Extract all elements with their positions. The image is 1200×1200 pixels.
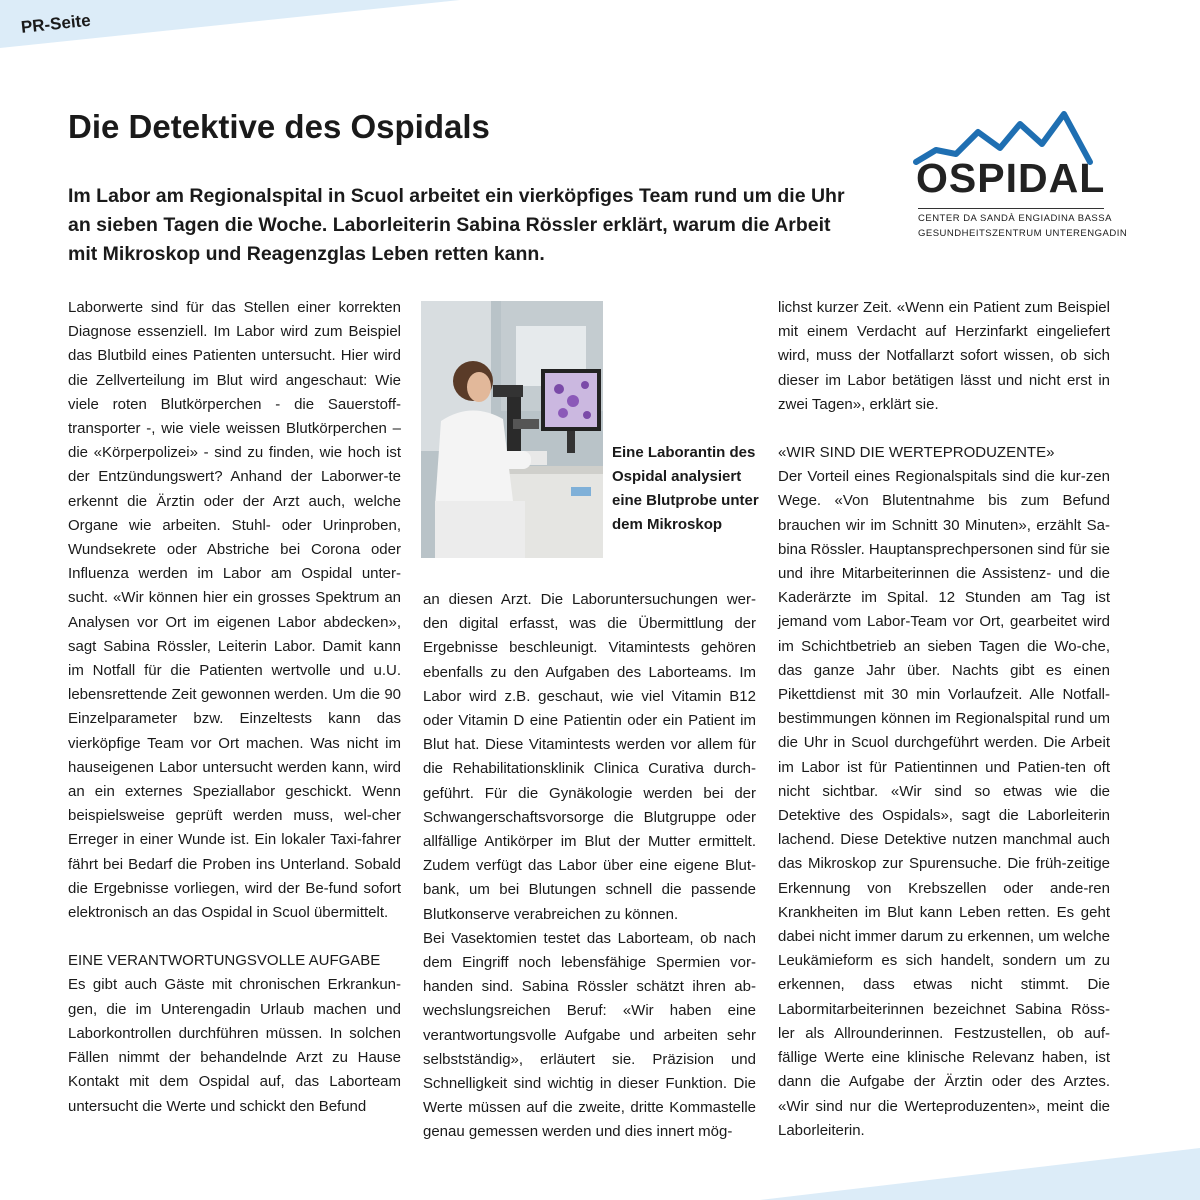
lab-technician-microscope-icon (421, 301, 603, 558)
logo-wordmark: OSPIDAL (916, 155, 1106, 201)
article-lead: Im Labor am Regionalspital in Scuol arbeitet ein vierköpfiges Team rund um die Uhr an sieben Tagen die Woche. Laborleiterin Sabina Rössler erklärt, warum die Arbeit mit Mikroskop und Reagenzglas Leben retten kann. (68, 185, 845, 265)
column-3-paragraph-1: lichst kurzer Zeit. «Wenn ein Patient zum Beispiel mit einem Verdacht auf Herzinfarkt eingeliefert wird, muss der Notfallarzt sofort wissen, ob sich dieser im Labor betätigen lässt und nicht erst in zwei Tagen», erklärt sie. (778, 299, 1110, 413)
article-headline: Die Detektive des Ospidals (68, 108, 490, 145)
column-2-paragraph-1: an diesen Arzt. Die Laboruntersuchungen wer-den digital erfasst, was die Übermittlung der Ergebnisse beschleunigt. Vitamintests gehören ebenfalls zu den Aufgaben des Laborteams. Im Labor wird z.B. geschaut, wie viel Vitamin B12 oder Vitamin D eine Patientin oder ein Patient im Blut hat. Diese Vitamintests werden vor allem für die Rehabilitationsklinik Clinica Curativa durch-geführt. Für die Gynäkologie werden bei der Schwangerschaftsvorsorge die Blutgruppe oder allfällige Antikörper im Blut der Mutter ermittelt. Zudem verfügt das Labor über eine eigene Blut-bank, um bei Blutungen schnell die passende Blutkonserve verabreichen zu können. (423, 591, 756, 923)
ospidal-logo (908, 110, 1128, 245)
lab-photo (421, 301, 603, 558)
article-column-1 (68, 296, 401, 1119)
column-2-paragraph-2: Bei Vasektomien testet das Laborteam, ob nach dem Eingriff noch lebensfähige Spermien vor-handen sind. Sabina Rössler schätzt ihren ab-wechslungsreichen Beruf: «Wir haben eine verantwortungsvolle Aufgabe und arbeiten sehr selbstständig», erläutert sie. Präzision und Schnelligkeit sind wichtig in dieser Funktion. Die Werte müssen auf die zweite, dritte Kommastelle genau gemessen werden und dies innert mög- (423, 929, 756, 1141)
column-1-paragraph-1: Laborwerte sind für das Stellen einer korrekten Diagnose essenziell. Im Labor wird zum Beispiel das Blutbild eines Patienten untersucht. Hier wird die Zellverteilung im Blut wird angeschaut: Wie viele roten Blutkörperchen - die Sauerstoff-transporter -, wie viele weissen Blutkörperchen – die «Körperpolizei» - sind zu finden, wie hoch ist der Entzündungswert? Anhand der Laborwer-te erkennt die Ärztin oder der Arzt auch, welche Organe wie arbeiten. Stuhl- oder Urinproben, Wundsekrete oder Abstriche bei Corona oder Influenza werden im Labor am Ospidal unter-sucht. «Wir können hier ein grosses Spektrum an Analysen vor Ort im eigenen Labor abdecken», sagt Sabina Rössler, Leiterin Labor. Damit kann im Notfall für die Patienten wertvolle und u.U. lebensrettende Zeit gewonnen werden. Um die 90 Einzelparameter bzw. Einzeltests kann das vierköpfige Team vor Ort machen. Was nicht im hauseigenen Labor untersucht werden kann, wird an ein externes Speziallabor geschickt. Wenn beispielsweise geprüft werden muss, wel-cher Erreger in einer Wunde ist. Ein lokaler Taxi-fahrer fährt bei Bedarf die Proben ins Unterland. Sobald die Ergebnisse vorliegen, wird der Be-fund sofort elektronisch an das Ospidal in Scuol übermittelt. (68, 299, 401, 922)
column-3-paragraph-2: Der Vorteil eines Regionalspitals sind die kur-zen Wege. «Von Blutentnahme bis zum Befund brauchen wir im Schnitt 30 Minuten», erzählt Sa-bina Rössler. Hauptansprechpersonen sind für sie und ihre Mitarbeiterinnen die Assistenz- und die Kaderärzte im Spital. 12 Stunden am Tag ist jemand vom Labor-Team vor Ort, gearbeitet wird im Schichtbetrieb an sieben Tagen die Wo-che, das ganze Jahr über. Nachts gibt es einen Pikettdienst mit 30 min Vorlaufzeit. Alle Notfall-bestimmungen können im Regionalspital rund um die Uhr in Scuol durchgeführt werden. Die Arbeit im Labor ist für Patientinnen und Patien-ten oft nicht sichtbar. «Wir sind so etwas wie die Detektive des Ospidals», sagt die Laborleiterin lachend. Diese Detektive nutzen manchmal auch das Mikroskop zur Spurensuche. Die früh-zeitige Erkennung von Krebszellen oder ande-ren Krankheiten im Blut kann Leben retten. Es geht dabei nicht immer darum zu erkennen, um welche Leukämieform es sich handelt, sondern um zu erkennen, dass etwas nicht stimmt. Die Labormitarbeiterinnen bezeichnet Sabina Röss-ler als Allrounderinnen. Festzustellen, ob auf-fällige Werte eine klinische Relevanz haben, ist dann die Aufgabe der Ärztin oder des Arztes. «Wir sind nur die Werteproduzenten», meint die Laborleiterin. (778, 468, 1110, 1139)
column-1-paragraph-2: Es gibt auch Gäste mit chronischen Erkrankun-gen, die im Unterengadin Urlaub machen und Laborkontrollen durchführen müssen. In solchen Fällen nimmt der behandelnde Arzt zu Hause Kontakt mit dem Ospidal auf, das Laborteam untersucht die Werte und schickt den Befund (68, 976, 401, 1115)
article-column-2 (423, 588, 756, 1145)
photo-caption: Eine Laborantin des Ospidal analysiert eine Blutprobe unter dem Mikroskop (612, 444, 759, 533)
top-accent-band (0, 0, 1200, 60)
column-1-subheading: EINE VERANTWORTUNGSVOLLE AUFGABE (68, 952, 381, 970)
pr-page-label: PR-Seite (20, 10, 92, 37)
logo-divider (918, 208, 1104, 209)
article-column-3 (778, 296, 1110, 1143)
column-3-subheading: «WIR SIND DIE WERTEPRODUZENTE» (778, 444, 1055, 462)
bottom-accent-band (0, 1140, 1200, 1200)
logo-subline-german: GESUNDHEITSZENTRUM UNTERENGADIN (918, 228, 1128, 239)
logo-subline-romansh: CENTER DA SANDÀ ENGIADINA BASSA (918, 213, 1112, 224)
